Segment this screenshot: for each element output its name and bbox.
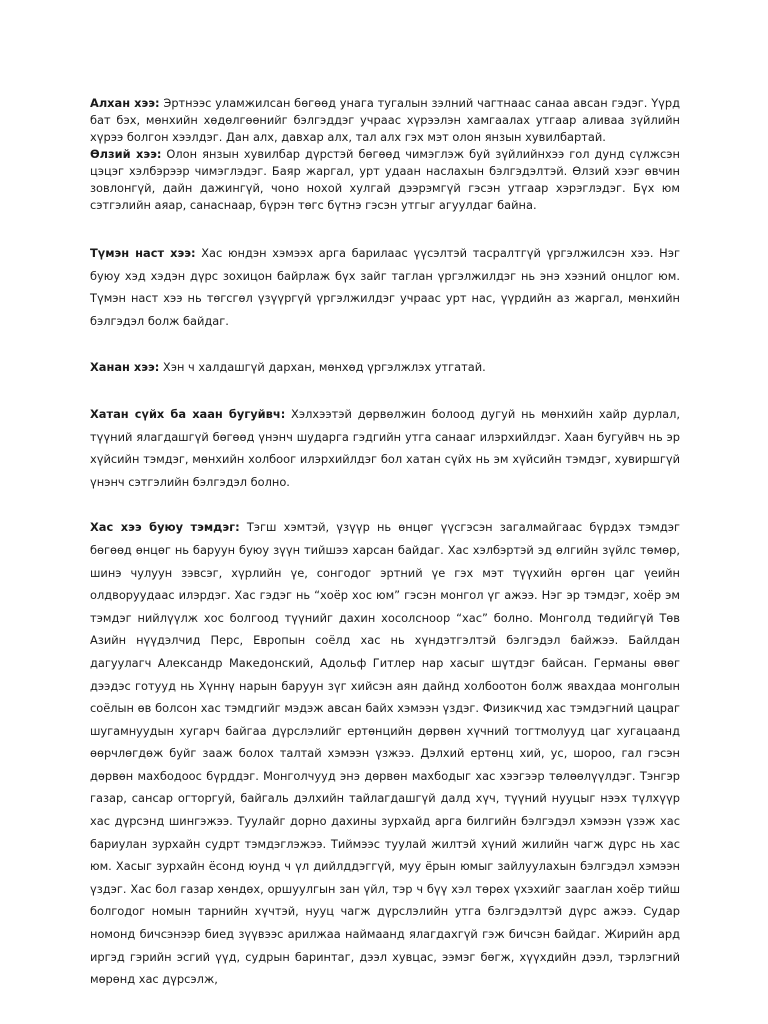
paragraph-olzii bbox=[90, 146, 680, 214]
term-khas: Хас хээ буюу тэмдэг: bbox=[90, 520, 240, 535]
paragraph-khatan-suikh bbox=[90, 403, 680, 493]
paragraph-khanan bbox=[90, 356, 680, 379]
term-khatan-suikh: Хатан сүйх ба хаан бугуйвч: bbox=[90, 406, 286, 421]
term-tumen-nast: Түмэн наст хээ: bbox=[90, 246, 196, 260]
document-page bbox=[90, 95, 680, 991]
text-khas: Тэгш хэмтэй, үзүүр нь өнцөг үүсгэсэн загалмайгаас бүрдэх тэмдэг бөгөөд өнцөг нь баруун буюу зүүн тийшээ харсан байдаг. Хас хэлбэртэй эд өлгийн зүйлс төмөр, шинэ чулуун зэвсэг, хүрлийн үе, сонгодог эртний үе гэх мэт түүхийн өргөн цаг үеийн олдворуудаас илэрдэг. Хас гэдэг нь “хоёр хос юм” гэсэн монгол үг ажээ. Нэг эр тэмдэг, хоёр эм тэмдэг нийлүүлж хос болгоод түүнийг дахин хосолсноор “хас” болно. Монголд төдийгүй Төв Азийн нүүдэлчид Перс, Европын соёлд хас нь хүндэтгэлтэй бэлгэдэл байжээ. Байлдан дагуулагч Александр Македонский, Адольф Гитлер нар хасыг шүтдэг байсан. Германы өвөг дээдэс готууд нь Хүннү нарын баруун зүг хийсэн аян дайнд холбоотон болж явахдаа монголын соёлын өв болсон хас тэмдгийг мэдэж авсан байх хэмээн үздэг. Физикчид хас тэмдэгний цацраг шугамнуудын хугарч байгаа дүрслэлийг ертөнцийн дөрвөн хүчний тогтмолууд цаг хугацаанд өөрчлөгдөж буйг зааж болох талтай хэмээн үзжээ. Дэлхий ертөнц хий, ус, шороо, гал гэсэн дөрвөн махбодоос бүрддэг. Монголчууд энэ дөрвөн махбодыг хас хээгээр төлөөлүүлдэг. Тэнгэр газар, сансар огторгуй, байгаль дэлхийн тайлагдашгүй далд хүч, түүний нууцыг нээх түлхүүр хас дүрсэнд шингэжээ. Туулайг дорно дахины зурхайд арга билгийн бэлгэдэл хэмээн үзэж хас бариулан зурхайн судрт тэмдэглэжээ. Тиймээс туулай жилтэй хүний жилийн чагж дүрс нь хас юм. Хасыг зурхайн ёсонд юунд ч үл дийлддэггүй, муу ёрын юмыг зайлуулахын бэлгэдэл хэмээн үздэг. Хас бол газар хөндөх, оршуулгын зан үйл, тэр ч бүү хэл төрөх үхэхийг зааглан хоёр тийш болгодог номын тарнийн хүчтэй, нууц чагж дүрслэлийн утга бэлгэдэлтэй дүрс ажээ. Судар номонд бичсэнээр биед зүүвээс арилжаа наймаанд ялагдахгүй гэж бичсэн байдаг. Жирийн ард иргэд гэрийн эсгий үүд, судрын баринтаг, дээл хувцас, ээмэг бөгж, хүүхдийн дээл, тэрлэгний мөрөнд хас дүрсэлж, bbox=[90, 520, 680, 987]
paragraph-tumen-nast bbox=[90, 242, 680, 332]
text-tumen-nast: Хас юндэн хэмээх арга барилаас үүсэлтэй тасралтгүй үргэлжилсэн хээ. Нэг буюу хэд хэдэн дүрс зохицон байрлаж бүх зайг таглан үргэлжилдэг нь энэ хээний онцлог юм. Түмэн наст хээ нь төгсгөл үзүүргүй үргэлжилдэг учраас урт нас, үүрдийн аз жаргал, мөнхийн бэлгэдэл болж байдаг. bbox=[90, 246, 680, 328]
text-olzii: Олон янзын хувилбар дүрстэй бөгөөд чимэглэж буй зүйлийнхээ гол дунд сүлжсэн цэцэг хэлбэрээр чимэглэдэг. Баяр жаргал, урт удаан наслахын бэлгэдэлтэй. Өлзий хээг өвчин зовлонгүй, дайн дажингүй, чоно нохой хулгай дээрэмгүй гэсэн утгаар хэрэглэдэг. Бүх юм сэтгэлийн аяар, санаснаар, бүрэн төгс бүтнэ гэсэн утгыг агуулдаг байна. bbox=[90, 147, 680, 212]
term-khanan: Ханан хээ: bbox=[90, 360, 160, 375]
term-alkhan: Алхан хээ: bbox=[90, 96, 160, 110]
term-olzii: Өлзий хээ: bbox=[90, 147, 162, 161]
paragraph-khas bbox=[90, 516, 680, 990]
text-khatan-suikh: Хэлхээтэй дөрвөлжин болоод дугуй нь мөнхийн хайр дурлал, түүний ялагдашгүй бөгөөд үнэнч шударга гэдгийн утга санааг илэрхийлдэг. Хаан бугуйвч нь эр хүйсийн тэмдэг, мөнхийн холбоог илэрхийлдэг бол хатан сүйх нь эм хүйсийн тэмдэг, хувиршгүй үнэнч сэтгэлийн бэлгэдэл болно. bbox=[90, 406, 680, 489]
paragraph-alkhan bbox=[90, 95, 680, 146]
text-alkhan: Эртнээс уламжилсан бөгөөд унага тугалын зэлний чагтнаас санаа авсан гэдэг. Үүрд бат бэх, мөнхийн хөдөлгөөнийг бэлгэддэг учраас хүрээлэн хамгаалах утгаар аливаа зүйлийн хүрээ болгон хээлдэг. Дан алх, давхар алх, тал алх гэх мэт олон янзын хувилбартай. bbox=[90, 96, 680, 144]
text-khanan: Хэн ч халдашгүй дархан, мөнхөд үргэлжлэх утгатай. bbox=[159, 360, 486, 375]
